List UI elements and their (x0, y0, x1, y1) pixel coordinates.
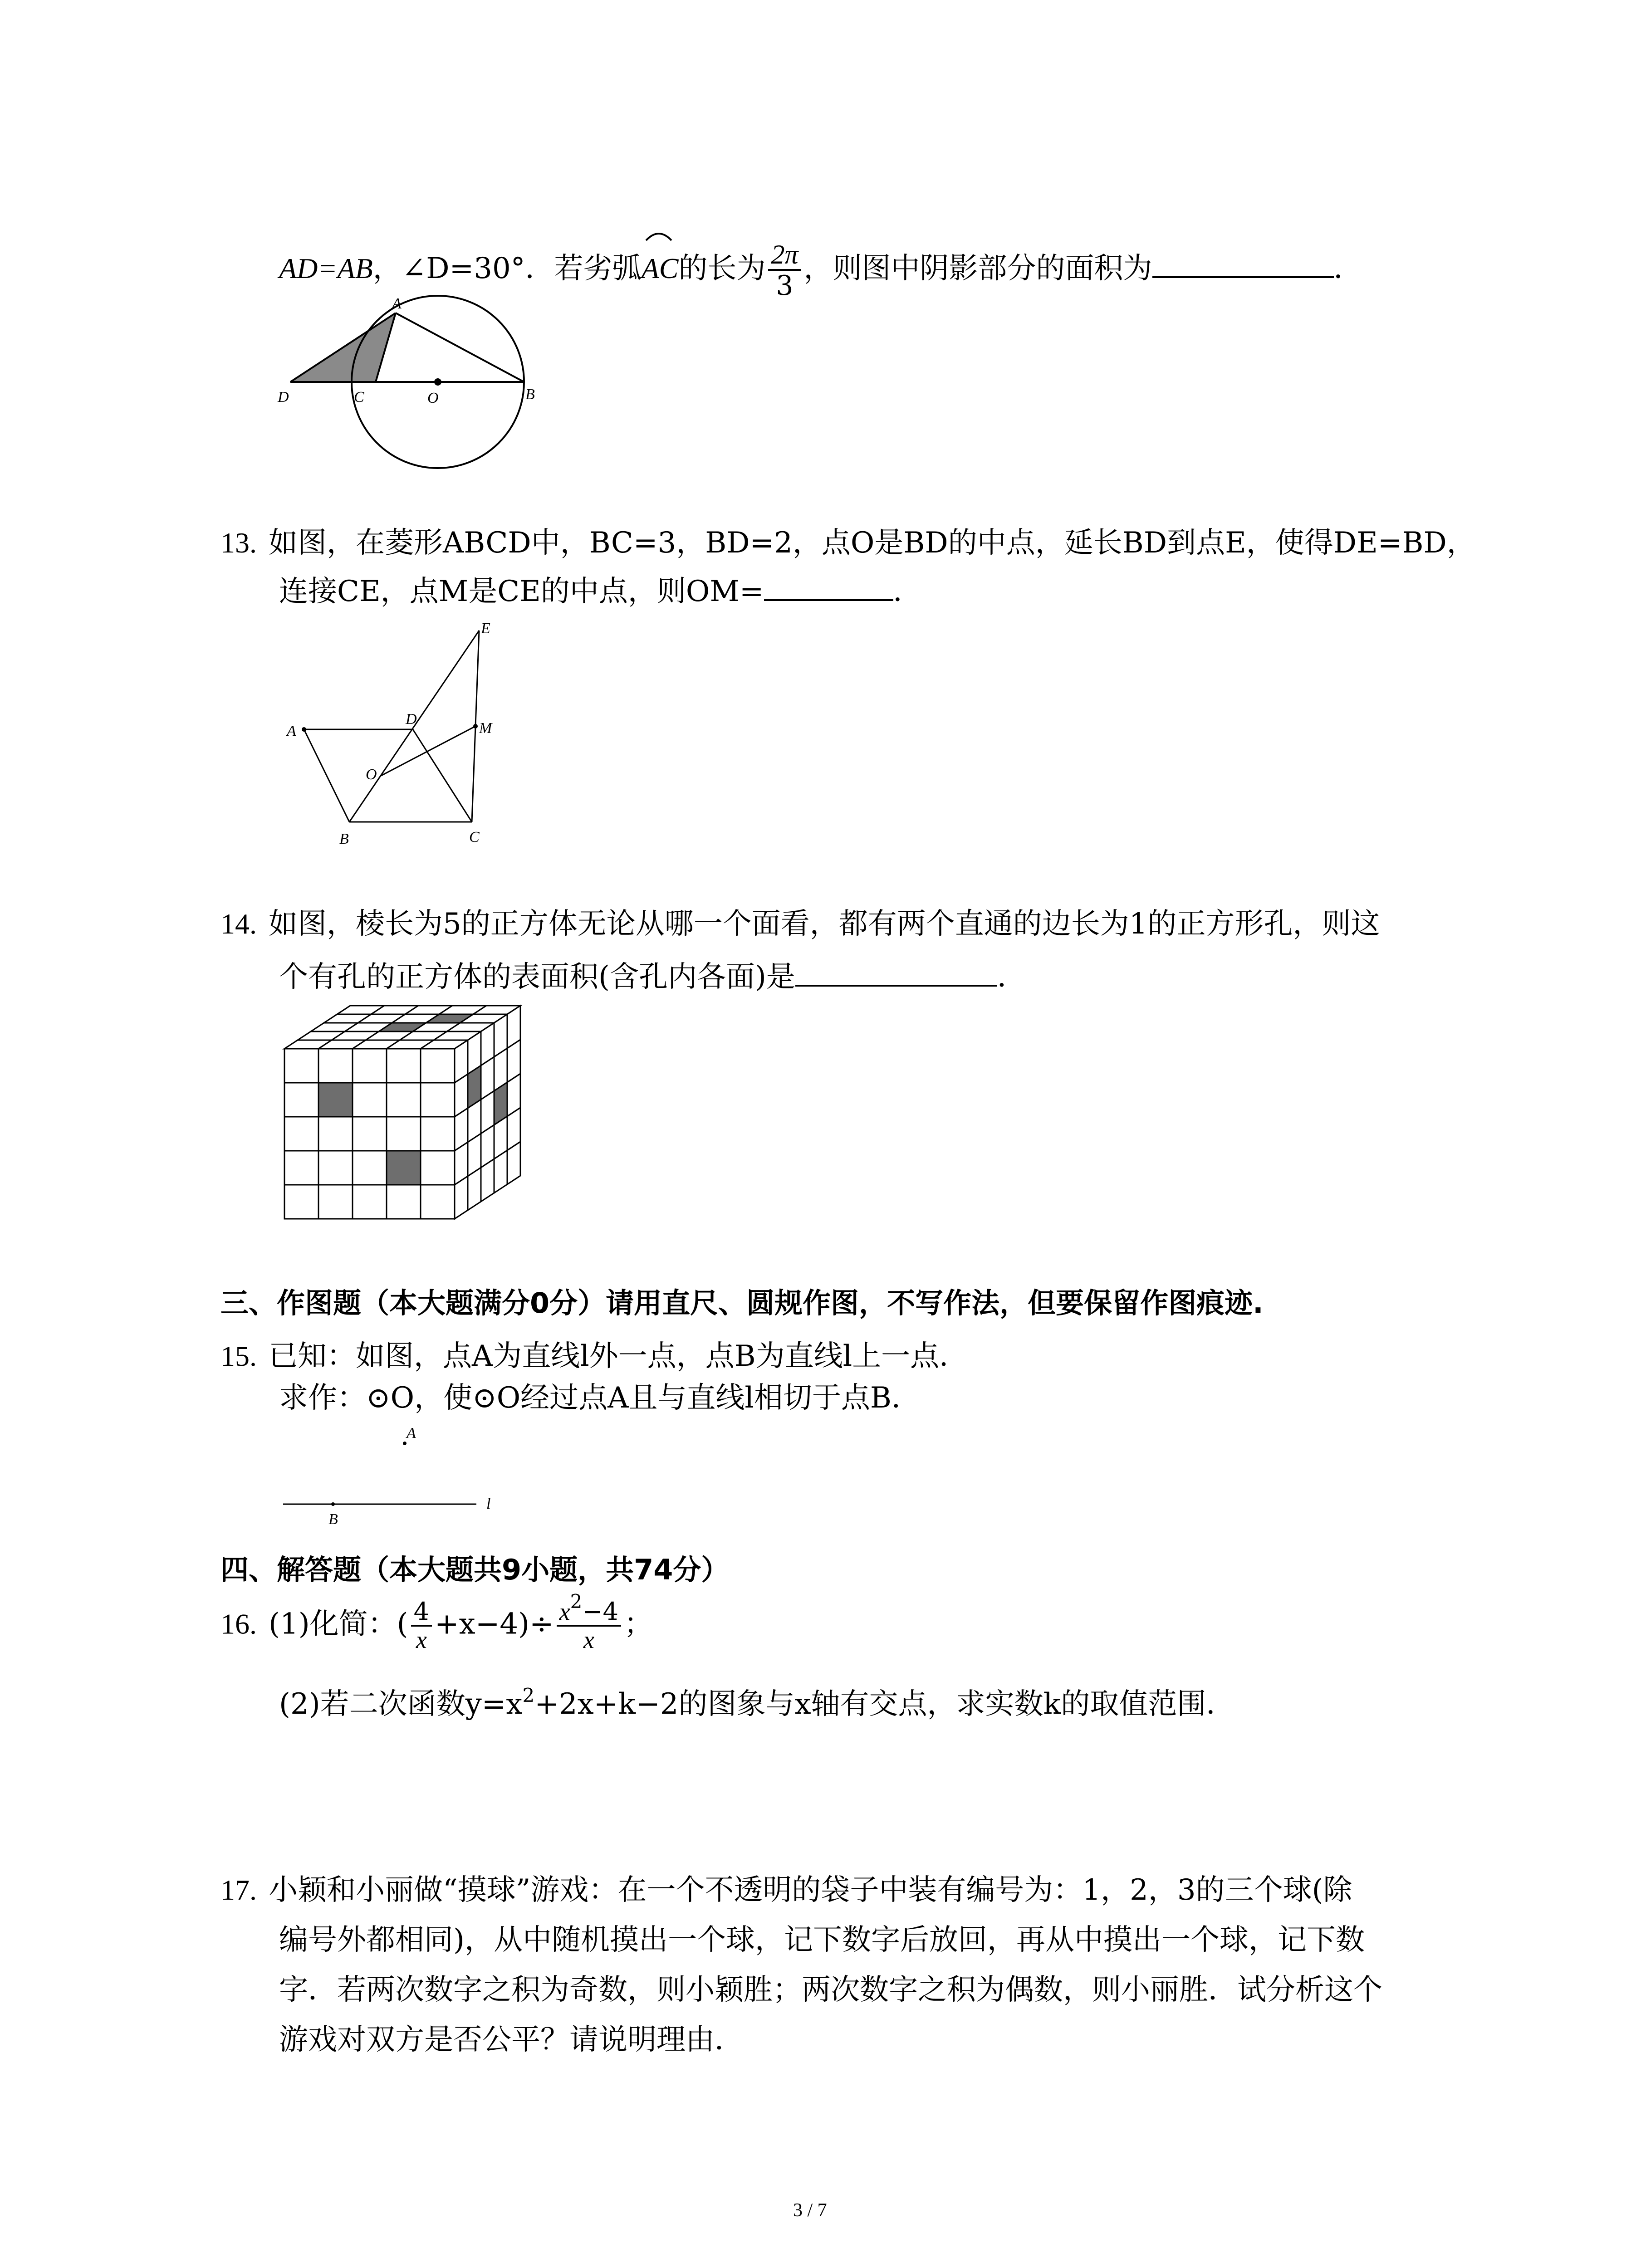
cube-cell (421, 1049, 455, 1083)
q12-fraction: $\frac{2\pi}{3}$ (768, 240, 801, 301)
cube-cell (318, 1117, 353, 1151)
cube-cell (284, 1185, 318, 1219)
q16-fraction-1: $\frac{4}{x}$ (411, 1599, 432, 1653)
cube-cell (284, 1083, 318, 1117)
label-d: D (278, 389, 289, 406)
q15-line2: 求作：⊙O，使⊙O经过点A且与直线l相切于点B． (279, 1381, 921, 1415)
q15-figure (277, 1415, 531, 1533)
q12-arc: AC (642, 252, 679, 284)
q16-fraction-2: $\frac{x^2-4}{x}$ (557, 1599, 621, 1653)
cube-cell (353, 1117, 387, 1151)
cube-cell (387, 1049, 421, 1083)
label-c: C (354, 389, 364, 406)
q14-cube-figure (279, 998, 533, 1225)
cube-cell (421, 1117, 455, 1151)
q12-text-c: 的长为 (678, 252, 766, 285)
cube-cell (353, 1083, 387, 1117)
q13-figure (277, 617, 531, 853)
cube-cell (387, 1117, 421, 1151)
cube-cell (284, 1117, 318, 1151)
q16-part2: (2)若二次函数$y=x^2+2x+k-2$的图象与x轴有交点，求实数k的取值范围． (279, 1684, 1235, 1721)
label-o: O (427, 390, 439, 406)
answer-blank[interactable] (764, 596, 893, 601)
label-b: B (525, 386, 535, 403)
q15-line1: 15. 已知：如图，点A为直线l外一点，点B为直线l上一点． (220, 1339, 969, 1373)
cube-cell (353, 1049, 387, 1083)
label-d: D (406, 711, 417, 728)
q13-number: 13. (220, 527, 257, 559)
cube-cell (318, 1049, 353, 1083)
cube-cell (387, 1083, 421, 1117)
label-a: A (287, 723, 296, 739)
q12-text-d: ，则图中阴影部分的面积为 (803, 252, 1152, 285)
cube-cell (353, 1151, 387, 1185)
q17-line3: 字．若两次数字之积为奇数，则小颖胜；两次数字之积为偶数，则小丽胜．试分析这个 (279, 1973, 1382, 2007)
label-b: B (339, 831, 349, 847)
q14-line2: 个有孔的正方体的表面积(含孔内各面)是 ． (279, 960, 1026, 994)
label-a: A (407, 1425, 416, 1442)
cube-cell (284, 1049, 318, 1083)
q17-number: 17. (220, 1874, 257, 1906)
cube-cell (387, 1185, 421, 1219)
q12-figure (277, 295, 535, 458)
cube-cell (318, 1185, 353, 1219)
label-l: l (486, 1496, 491, 1512)
label-e: E (481, 620, 490, 637)
cube-cell (421, 1185, 455, 1219)
q17-line2: 编号外都相同)，从中随机摸出一个球，记下数字后放回，再从中摸出一个球，记下数 (279, 1923, 1365, 1957)
label-b: B (328, 1511, 338, 1528)
cube-hole (387, 1151, 421, 1185)
q17-line1: 17. 小颖和小丽做“摸球”游戏：在一个不透明的袋子中装有编号为：1，2，3的三个球(除 (220, 1873, 1352, 1907)
cube-cell (353, 1185, 387, 1219)
q12-text: AD=AB，∠D=30°．若劣弧AC 的长为 $\frac{2\pi}{3}$ ，则图中阴影部分的面积为 ． (279, 240, 1363, 301)
answer-blank[interactable] (795, 981, 997, 987)
section-3-title: 三、作图题（本大题满分0分）请用直尺、圆规作图，不写作法，但要保留作图痕迹. (220, 1286, 1264, 1320)
q14-line1: 14. 如图，棱长为5的正方体无论从哪一个面看，都有两个直通的边长为1的正方形孔，则这 (220, 907, 1380, 941)
q13-line2: 连接CE，点M是CE的中点，则OM= ． (279, 575, 922, 608)
answer-blank[interactable] (1152, 273, 1334, 278)
q15-number: 15. (220, 1340, 257, 1372)
q12-text-b: ，∠D=30°．若劣弧 (372, 252, 642, 285)
label-a: A (392, 295, 402, 312)
q16-part1: 16. (1)化简：( $\frac{4}{x}$ +x−4)÷ $\frac{x^2-4}{x}$ ； (220, 1590, 653, 1653)
center-point (434, 378, 441, 386)
q14-number: 14. (220, 908, 257, 940)
label-m: M (479, 720, 492, 737)
q17-line4: 游戏对双方是否公平？请说明理由． (279, 2023, 744, 2057)
cube-cell (284, 1151, 318, 1185)
cube-cell (421, 1151, 455, 1185)
label-c: C (469, 829, 480, 846)
label-o: O (366, 766, 377, 783)
arc-symbol (645, 229, 672, 242)
cube-cell (318, 1151, 353, 1185)
section-4-title: 四、解答题（本大题共9小题，共74分） (220, 1553, 730, 1586)
page-number: 3 / 7 (793, 2200, 827, 2221)
q13-line1: 13. 如图，在菱形ABCD中，BC=3，BD=2，点O是BD的中点，延长BD到点E，使得DE=BD， (220, 526, 1476, 560)
cube-cell (421, 1083, 455, 1117)
cube-hole (318, 1083, 353, 1117)
q16-number: 16. (220, 1608, 257, 1640)
q12-eq: AD=AB (279, 252, 373, 284)
